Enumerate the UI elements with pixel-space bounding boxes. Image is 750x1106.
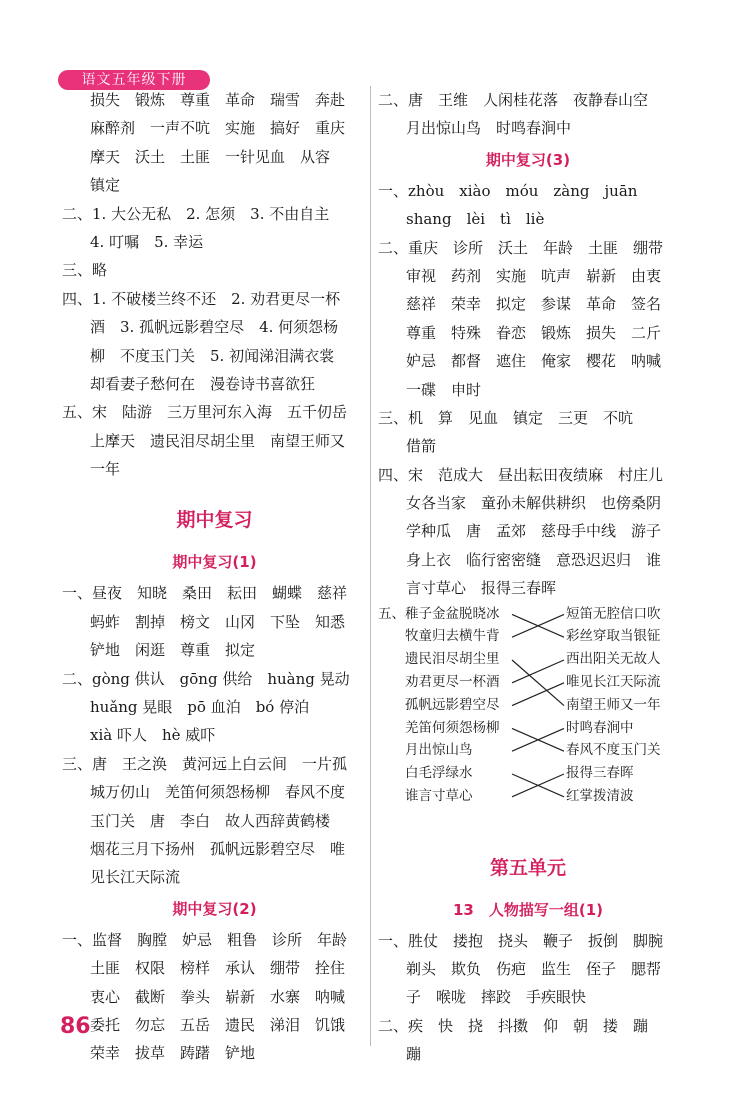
poem-matching-exercise [378, 603, 678, 831]
matching-right-item: 短笛无腔信口吹 [566, 605, 661, 622]
answer-line: 尊重 特殊 眷恋 锻炼 损失 二斤 [406, 323, 662, 342]
subsection-heading: 期中复习(2) [172, 899, 257, 918]
answer-line: 五、宋 陆游 三万里河东入海 五千仞岳 [62, 403, 348, 422]
answer-line: 慈祥 荣幸 拟定 参谋 革命 签名 [406, 295, 662, 314]
section-heading: 期中复习 [176, 509, 253, 532]
matching-right-item: 西出阳关无故人 [566, 651, 661, 668]
answer-line: 土匪 权限 榜样 承认 绷带 拴住 [90, 959, 346, 978]
answer-line: 镇定 [90, 176, 121, 195]
answer-line: 上摩天 遗民泪尽胡尘里 南望王师又 [90, 431, 346, 450]
answer-line: 玉门关 唐 李白 故人西辞黄鹤楼 [90, 811, 331, 830]
answer-line: 身上衣 临行密密缝 意恐迟迟归 谁 [406, 550, 662, 569]
answer-line: 妒忌 都督 遮住 俺家 樱花 呐喊 [406, 352, 662, 371]
answer-line: 4. 叮嘱 5. 幸运 [90, 232, 204, 251]
subsection-heading: 期中复习(3) [485, 150, 571, 169]
answer-line: 一年 [90, 460, 121, 479]
answer-line: 损失 锻炼 尊重 革命 瑞雪 奔赴 [90, 91, 346, 109]
answer-line: 柳 不度玉门关 5. 初闻涕泪满衣裳 [90, 346, 335, 365]
matching-left-item: 孤帆远影碧空尽 [378, 696, 500, 713]
matching-lines [378, 603, 678, 831]
matching-right-item: 唯见长江天际流 [566, 674, 661, 691]
answer-line: 四、宋 范成大 昼出耘田夜绩麻 村庄儿 [378, 465, 664, 484]
answer-line: shang lèi tì liè [406, 210, 545, 229]
answer-line: 学种瓜 唐 孟郊 慈母手中线 游子 [406, 522, 662, 541]
matching-link-line [512, 682, 564, 705]
matching-left-item: 遗民泪尽胡尘里 [378, 651, 500, 668]
answer-line: 二、重庆 诊所 沃土 年龄 土匪 绷带 [378, 238, 664, 257]
matching-left-item: 羌笛何须怨杨柳 [378, 719, 500, 736]
answer-line: 见长江天际流 [90, 868, 181, 887]
matching-right-item: 红掌拨清波 [566, 788, 634, 805]
column-divider [370, 86, 371, 1046]
right-top-section [378, 86, 678, 603]
answer-line: 子 喉咙 摔跤 手疾眼快 [406, 988, 587, 1007]
answer-line: 麻醉剂 一声不吭 实施 搞好 重庆 [90, 119, 346, 138]
answer-line: 衷心 截断 拳头 崭新 水寨 呐喊 [90, 987, 346, 1006]
answer-line: xià 吓人 hè 威吓 [90, 726, 216, 745]
answer-line: 剃头 欺负 伤疤 监生 侄子 腮帮 [406, 960, 662, 979]
right-column [378, 86, 678, 1069]
answer-line: 酒 3. 孤帆远影碧空尽 4. 何须怨杨 [90, 318, 339, 337]
answer-line: 蹦 [406, 1045, 422, 1064]
answer-line: 四、1. 不破楼兰终不还 2. 劝君更尽一杯 [62, 289, 341, 308]
matching-left-item: 月出惊山鸟 [378, 742, 473, 759]
matching-left-item: 白毛浮绿水 [378, 765, 473, 782]
answer-line: 一、zhòu xiào móu zàng juān [378, 181, 638, 200]
answer-line: 三、唐 王之涣 黄河远上白云间 一片孤 [62, 754, 348, 773]
answer-line: 城万仞山 羌笛何须怨杨柳 春风不度 [90, 783, 346, 802]
answer-line: huǎng 晃眼 pō 血泊 bó 停泊 [90, 698, 310, 717]
answer-line: 铲地 闲逛 尊重 拟定 [90, 641, 256, 660]
answer-line: 一碟 申时 [406, 380, 482, 399]
answer-line: 三、机 算 见血 镇定 三更 不吭 [378, 408, 634, 427]
matching-link-line [512, 660, 564, 706]
answer-line: 摩天 沃土 土匪 一针见血 从容 [90, 147, 331, 166]
matching-left-item: 谁言寸草心 [378, 788, 473, 805]
left-column [62, 86, 367, 1068]
matching-right-item: 春风不度玉门关 [566, 742, 661, 759]
answer-line: 一、胜仗 搂抱 挠头 鞭子 扳倒 脚腕 [378, 931, 664, 950]
matching-link-line [512, 660, 564, 683]
answer-line: 二、1. 大公无私 2. 怎须 3. 不由自主 [62, 204, 330, 223]
answer-line: 二、唐 王维 人闲桂花落 夜静春山空 [378, 91, 649, 109]
matching-left-item: 五、稚子金盆脱晓冰 [378, 605, 500, 622]
matching-left-item: 牧童归去横牛背 [378, 628, 500, 645]
matching-left-item: 劝君更尽一杯酒 [378, 674, 500, 691]
answer-line: 月出惊山鸟 时鸣春涧中 [406, 119, 572, 138]
answer-line: 一、监督 胸膛 妒忌 粗鲁 诊所 年龄 [62, 930, 348, 949]
answer-line: 委托 勿忘 五岳 遗民 涕泪 饥饿 [90, 1015, 346, 1034]
answer-line: 一、昼夜 知晓 桑田 耘田 蝴蝶 慈祥 [62, 584, 348, 603]
matching-right-item: 时鸣春涧中 [566, 719, 634, 736]
matching-right-item: 南望王师又一年 [566, 696, 661, 713]
book-title-badge: 语文五年级下册 [58, 70, 210, 90]
answer-line: 言寸草心 报得三春晖 [406, 579, 557, 598]
section-heading: 第五单元 [489, 856, 566, 879]
matching-right-item: 报得三春晖 [566, 765, 634, 782]
page-number: 86 [60, 1014, 91, 1039]
answer-line: 女各当家 童孙未解供耕织 也傍桑阴 [406, 494, 662, 513]
matching-right-item: 彩丝穿取当银钲 [566, 628, 661, 645]
answer-line: 蚂蚱 割掉 榜文 山冈 下坠 知悉 [90, 612, 346, 631]
answer-line: 二、gòng 供认 gōng 供给 huàng 晃动 [62, 669, 350, 688]
subsection-heading: 期中复习(1) [172, 553, 257, 572]
answer-line: 审视 药剂 实施 吭声 崭新 由衷 [406, 266, 662, 285]
answer-line: 三、略 [62, 261, 108, 280]
answer-line: 却看妻子愁何在 漫卷诗书喜欲狂 [90, 374, 316, 393]
answer-line: 借箭 [406, 437, 437, 456]
answer-line: 荣幸 拔草 踌躇 铲地 [90, 1044, 256, 1063]
answer-line: 二、疾 快 挠 抖擞 仰 朝 搂 蹦 [378, 1016, 649, 1035]
answer-line: 烟花三月下扬州 孤帆远影碧空尽 唯 [90, 839, 346, 858]
subsection-heading: 13 人物描写一组(1) [452, 900, 604, 919]
right-bottom-section [378, 843, 678, 1069]
